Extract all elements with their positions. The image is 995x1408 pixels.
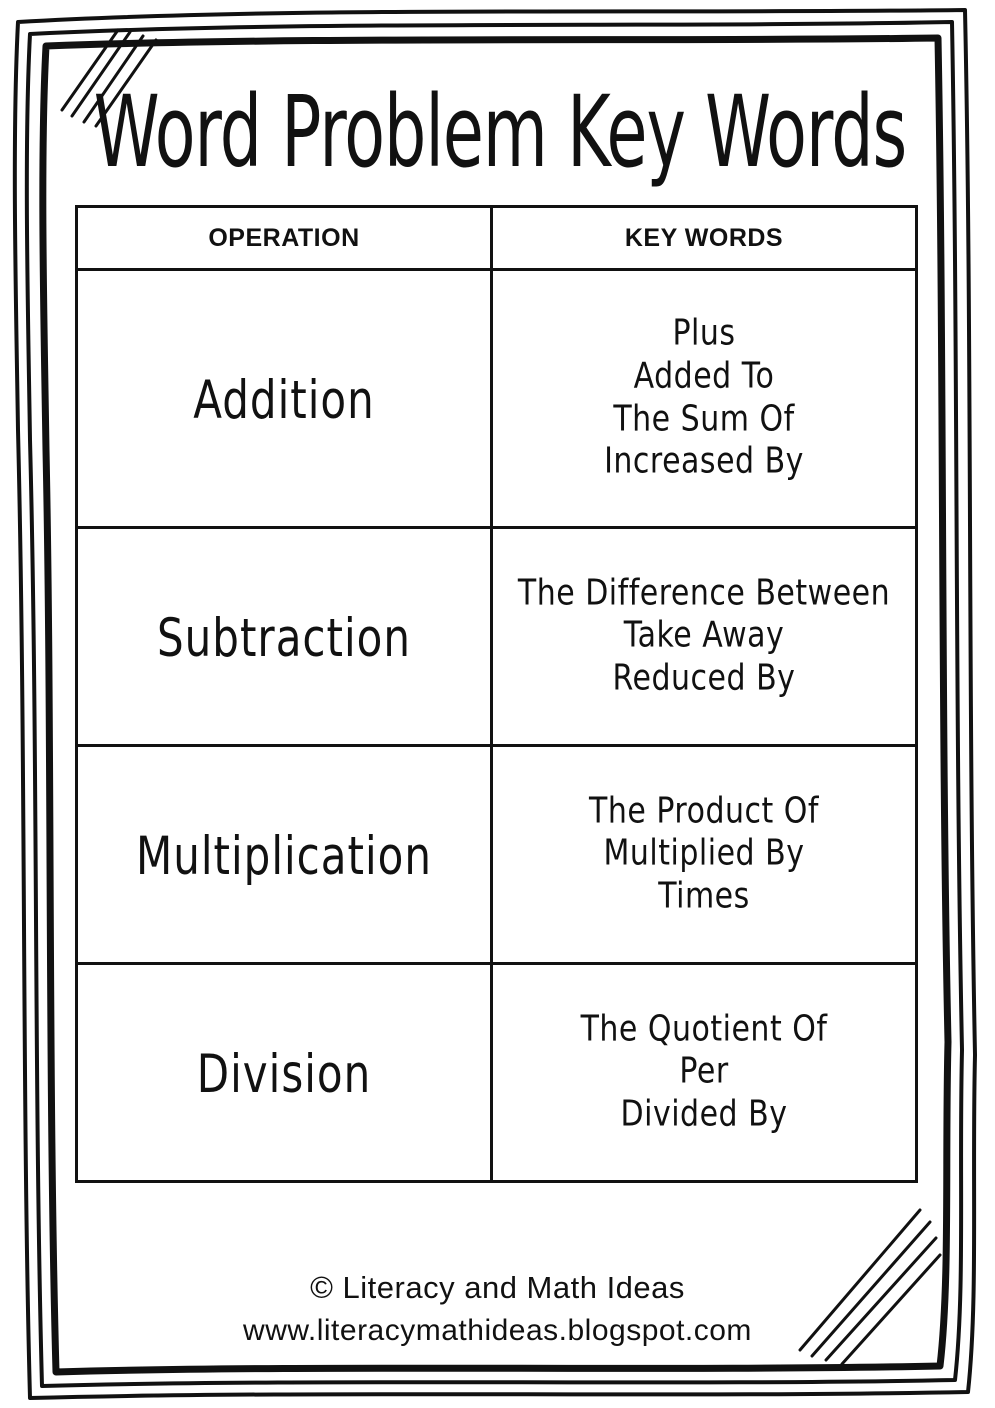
keyword-item: Reduced By (612, 657, 796, 699)
keyword-item: The Product Of (589, 790, 819, 832)
operation-label: Division (196, 1041, 372, 1104)
column-header-key-words: KEY WORDS (492, 207, 917, 270)
operation-label: Subtraction (157, 605, 411, 668)
keywords-division (492, 964, 917, 1182)
copyright-credit: © Literacy and Math Ideas (310, 1270, 685, 1305)
operation-division (77, 936, 492, 1209)
keyword-item: Multiplied By (603, 832, 805, 875)
keyword-item: Per (679, 1050, 729, 1093)
keywords-addition (492, 270, 917, 528)
keyword-item: The Difference Between (517, 572, 891, 614)
operation-label: Multiplication (136, 823, 432, 886)
keyword-item: Plus (672, 313, 736, 355)
keyword-item: Take Away (623, 614, 785, 657)
keyword-item: The Quotient Of (580, 1008, 828, 1050)
table-row (77, 964, 917, 1182)
page-title: Word Problem Key Words (93, 76, 907, 191)
operation-label: Addition (193, 367, 375, 430)
keyword-item: Divided By (620, 1093, 788, 1135)
keyword-item: Times (658, 875, 750, 917)
table-row (77, 746, 917, 964)
table-row (77, 270, 917, 528)
keywords-multiplication (492, 746, 917, 964)
keywords-subtraction (492, 528, 917, 746)
keyword-item: Added To (633, 355, 775, 397)
keyword-item: Increased By (604, 440, 804, 483)
keyword-item: The Sum Of (613, 398, 795, 440)
table-row (77, 528, 917, 746)
key-words-table (75, 205, 918, 1183)
website-url: www.literacymathideas.blogspot.com (243, 1314, 752, 1347)
column-header-operation: OPERATION (77, 207, 492, 270)
poster-content (40, 30, 955, 1375)
footer (40, 1270, 955, 1348)
